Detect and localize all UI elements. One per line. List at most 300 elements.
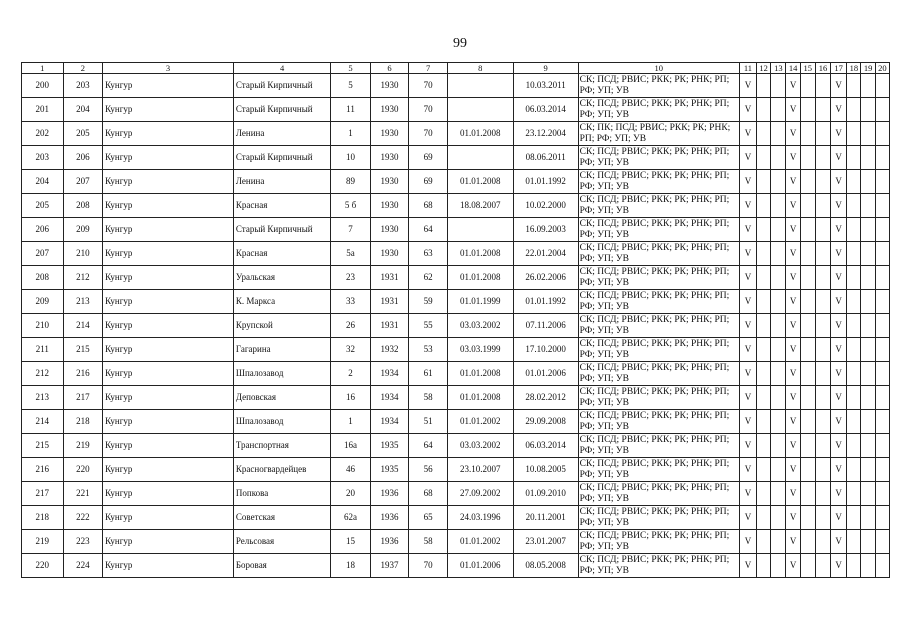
table-row [22, 218, 890, 242]
wear-percent-cell: 70 [409, 554, 448, 578]
mark-12-cell [757, 194, 771, 218]
date-2-cell: 22.01.2004 [513, 242, 578, 266]
mark-16-cell [815, 338, 830, 362]
mark-11-cell: V [739, 146, 756, 170]
mark-20-cell [875, 554, 889, 578]
mark-18-cell [847, 290, 861, 314]
city-cell: Кунгур [103, 338, 234, 362]
table-row [22, 458, 890, 482]
codes-cell: СК; ПСД; РВИС; РКК; РК; РНК; РП; РФ; УП; УВ [578, 410, 739, 434]
mark-15-cell [800, 314, 815, 338]
mark-19-cell [861, 434, 875, 458]
table-row [22, 242, 890, 266]
codes-cell: СК; ПСД; РВИС; РКК; РК; РНК; РП; РФ; УП; УВ [578, 290, 739, 314]
year-built-cell: 1932 [370, 338, 409, 362]
city-cell: Кунгур [103, 266, 234, 290]
city-cell: Кунгур [103, 314, 234, 338]
row-number: 219 [22, 530, 64, 554]
mark-12-cell [757, 170, 771, 194]
mark-13-cell [771, 98, 786, 122]
codes-cell: СК; ПСД; РВИС; РКК; РК; РНК; РП; РФ; УП; УВ [578, 530, 739, 554]
mark-19-cell [861, 194, 875, 218]
mark-19-cell [861, 314, 875, 338]
street-cell: К. Маркса [233, 290, 330, 314]
record-id: 205 [63, 122, 103, 146]
street-cell: Уральская [233, 266, 330, 290]
wear-percent-cell: 68 [409, 194, 448, 218]
year-built-cell: 1936 [370, 530, 409, 554]
date-1-cell: 03.03.2002 [447, 314, 513, 338]
date-2-cell: 26.02.2006 [513, 266, 578, 290]
mark-18-cell [847, 146, 861, 170]
mark-12-cell [757, 434, 771, 458]
mark-18-cell [847, 554, 861, 578]
year-built-cell: 1930 [370, 74, 409, 98]
date-2-cell: 01.09.2010 [513, 482, 578, 506]
mark-12-cell [757, 362, 771, 386]
mark-14-cell: V [786, 74, 800, 98]
mark-18-cell [847, 170, 861, 194]
house-number-cell: 33 [331, 290, 371, 314]
mark-16-cell [815, 98, 830, 122]
mark-14-cell: V [786, 266, 800, 290]
street-cell: Старый Кирпичный [233, 146, 330, 170]
mark-20-cell [875, 410, 889, 434]
table-row [22, 482, 890, 506]
mark-12-cell [757, 314, 771, 338]
date-2-cell: 23.01.2007 [513, 530, 578, 554]
wear-percent-cell: 69 [409, 146, 448, 170]
table-row [22, 434, 890, 458]
record-id: 221 [63, 482, 103, 506]
mark-16-cell [815, 242, 830, 266]
mark-15-cell [800, 530, 815, 554]
column-header-7: 7 [409, 63, 448, 74]
row-number: 200 [22, 74, 64, 98]
mark-16-cell [815, 530, 830, 554]
record-id: 212 [63, 266, 103, 290]
date-2-cell: 08.05.2008 [513, 554, 578, 578]
date-1-cell: 01.01.2002 [447, 530, 513, 554]
year-built-cell: 1936 [370, 506, 409, 530]
year-built-cell: 1931 [370, 314, 409, 338]
row-number: 209 [22, 290, 64, 314]
mark-14-cell: V [786, 242, 800, 266]
table-row [22, 290, 890, 314]
mark-19-cell [861, 506, 875, 530]
column-header-3: 3 [103, 63, 234, 74]
mark-14-cell: V [786, 146, 800, 170]
mark-18-cell [847, 506, 861, 530]
mark-15-cell [800, 410, 815, 434]
mark-14-cell: V [786, 434, 800, 458]
date-2-cell: 10.03.2011 [513, 74, 578, 98]
date-1-cell: 01.01.2006 [447, 554, 513, 578]
mark-19-cell [861, 290, 875, 314]
year-built-cell: 1936 [370, 482, 409, 506]
wear-percent-cell: 69 [409, 170, 448, 194]
column-header-5: 5 [331, 63, 371, 74]
mark-17-cell: V [831, 386, 847, 410]
date-1-cell: 03.03.1999 [447, 338, 513, 362]
mark-17-cell: V [831, 122, 847, 146]
house-number-cell: 16 [331, 386, 371, 410]
codes-cell: СК; ПСД; РВИС; РКК; РК; РНК; РП; РФ; УП; УВ [578, 314, 739, 338]
mark-14-cell: V [786, 338, 800, 362]
mark-19-cell [861, 170, 875, 194]
codes-cell: СК; ПСД; РВИС; РКК; РК; РНК; РП; РФ; УП; УВ [578, 170, 739, 194]
date-1-cell [447, 74, 513, 98]
house-number-cell: 5 [331, 74, 371, 98]
street-cell: Красная [233, 194, 330, 218]
mark-13-cell [771, 434, 786, 458]
codes-cell: СК; ПСД; РВИС; РКК; РК; РНК; РП; РФ; УП; УВ [578, 458, 739, 482]
mark-17-cell: V [831, 434, 847, 458]
column-header-2: 2 [63, 63, 103, 74]
mark-17-cell: V [831, 170, 847, 194]
mark-16-cell [815, 266, 830, 290]
codes-cell: СК; ПСД; РВИС; РКК; РК; РНК; РП; РФ; УП; УВ [578, 98, 739, 122]
house-number-cell: 26 [331, 314, 371, 338]
date-2-cell: 20.11.2001 [513, 506, 578, 530]
mark-11-cell: V [739, 290, 756, 314]
street-cell: Рельсовая [233, 530, 330, 554]
city-cell: Кунгур [103, 98, 234, 122]
city-cell: Кунгур [103, 410, 234, 434]
house-number-cell: 23 [331, 266, 371, 290]
city-cell: Кунгур [103, 482, 234, 506]
mark-14-cell: V [786, 170, 800, 194]
date-1-cell: 27.09.2002 [447, 482, 513, 506]
mark-20-cell [875, 74, 889, 98]
mark-16-cell [815, 314, 830, 338]
mark-20-cell [875, 386, 889, 410]
mark-15-cell [800, 266, 815, 290]
mark-20-cell [875, 266, 889, 290]
mark-14-cell: V [786, 218, 800, 242]
mark-15-cell [800, 290, 815, 314]
mark-17-cell: V [831, 410, 847, 434]
row-number: 202 [22, 122, 64, 146]
mark-19-cell [861, 98, 875, 122]
column-header-18: 18 [847, 63, 861, 74]
mark-11-cell: V [739, 410, 756, 434]
mark-12-cell [757, 506, 771, 530]
codes-cell: СК; ПСД; РВИС; РКК; РК; РНК; РП; РФ; УП; УВ [578, 482, 739, 506]
mark-15-cell [800, 506, 815, 530]
mark-20-cell [875, 170, 889, 194]
column-number-row [22, 63, 890, 74]
mark-11-cell: V [739, 338, 756, 362]
mark-19-cell [861, 386, 875, 410]
mark-18-cell [847, 362, 861, 386]
mark-19-cell [861, 122, 875, 146]
table-row [22, 530, 890, 554]
mark-13-cell [771, 362, 786, 386]
mark-18-cell [847, 194, 861, 218]
date-2-cell: 23.12.2004 [513, 122, 578, 146]
mark-11-cell: V [739, 170, 756, 194]
mark-13-cell [771, 482, 786, 506]
mark-20-cell [875, 458, 889, 482]
mark-17-cell: V [831, 290, 847, 314]
year-built-cell: 1930 [370, 242, 409, 266]
date-1-cell: 01.01.2008 [447, 122, 513, 146]
mark-14-cell: V [786, 554, 800, 578]
wear-percent-cell: 70 [409, 74, 448, 98]
mark-17-cell: V [831, 482, 847, 506]
date-2-cell: 16.09.2003 [513, 218, 578, 242]
column-header-14: 14 [786, 63, 800, 74]
mark-11-cell: V [739, 242, 756, 266]
mark-15-cell [800, 146, 815, 170]
city-cell: Кунгур [103, 386, 234, 410]
mark-19-cell [861, 242, 875, 266]
mark-17-cell: V [831, 218, 847, 242]
record-id: 213 [63, 290, 103, 314]
date-1-cell: 01.01.1999 [447, 290, 513, 314]
codes-cell: СК; ПСД; РВИС; РКК; РК; РНК; РП; РФ; УП; УВ [578, 74, 739, 98]
year-built-cell: 1935 [370, 434, 409, 458]
mark-11-cell: V [739, 218, 756, 242]
column-header-4: 4 [233, 63, 330, 74]
mark-13-cell [771, 290, 786, 314]
mark-19-cell [861, 218, 875, 242]
city-cell: Кунгур [103, 170, 234, 194]
column-header-19: 19 [861, 63, 875, 74]
row-number: 210 [22, 314, 64, 338]
date-1-cell: 01.01.2008 [447, 362, 513, 386]
codes-cell: СК; ПСД; РВИС; РКК; РК; РНК; РП; РФ; УП; УВ [578, 506, 739, 530]
mark-12-cell [757, 218, 771, 242]
city-cell: Кунгур [103, 554, 234, 578]
date-2-cell: 01.01.2006 [513, 362, 578, 386]
wear-percent-cell: 64 [409, 218, 448, 242]
mark-20-cell [875, 362, 889, 386]
record-id: 216 [63, 362, 103, 386]
mark-20-cell [875, 242, 889, 266]
mark-16-cell [815, 362, 830, 386]
mark-14-cell: V [786, 530, 800, 554]
mark-20-cell [875, 434, 889, 458]
wear-percent-cell: 68 [409, 482, 448, 506]
wear-percent-cell: 55 [409, 314, 448, 338]
date-2-cell: 28.02.2012 [513, 386, 578, 410]
house-number-cell: 32 [331, 338, 371, 362]
codes-cell: СК; ПСД; РВИС; РКК; РК; РНК; РП; РФ; УП; УВ [578, 266, 739, 290]
house-number-cell: 11 [331, 98, 371, 122]
mark-15-cell [800, 386, 815, 410]
mark-14-cell: V [786, 458, 800, 482]
mark-11-cell: V [739, 194, 756, 218]
mark-20-cell [875, 194, 889, 218]
mark-14-cell: V [786, 290, 800, 314]
codes-cell: СК; ПСД; РВИС; РКК; РК; РНК; РП; РФ; УП; УВ [578, 218, 739, 242]
street-cell: Деповская [233, 386, 330, 410]
year-built-cell: 1931 [370, 290, 409, 314]
row-number: 212 [22, 362, 64, 386]
house-number-cell: 1 [331, 410, 371, 434]
mark-16-cell [815, 554, 830, 578]
mark-11-cell: V [739, 362, 756, 386]
row-number: 201 [22, 98, 64, 122]
city-cell: Кунгур [103, 530, 234, 554]
street-cell: Советская [233, 506, 330, 530]
wear-percent-cell: 51 [409, 410, 448, 434]
date-1-cell: 01.01.2008 [447, 386, 513, 410]
mark-12-cell [757, 554, 771, 578]
mark-15-cell [800, 194, 815, 218]
date-2-cell: 17.10.2000 [513, 338, 578, 362]
wear-percent-cell: 58 [409, 386, 448, 410]
record-id: 223 [63, 530, 103, 554]
row-number: 214 [22, 410, 64, 434]
mark-13-cell [771, 530, 786, 554]
column-header-16: 16 [815, 63, 830, 74]
year-built-cell: 1930 [370, 98, 409, 122]
wear-percent-cell: 70 [409, 122, 448, 146]
record-id: 204 [63, 98, 103, 122]
mark-20-cell [875, 122, 889, 146]
date-1-cell: 23.10.2007 [447, 458, 513, 482]
house-number-cell: 15 [331, 530, 371, 554]
record-id: 218 [63, 410, 103, 434]
mark-14-cell: V [786, 122, 800, 146]
year-built-cell: 1930 [370, 122, 409, 146]
row-number: 218 [22, 506, 64, 530]
mark-14-cell: V [786, 410, 800, 434]
date-1-cell: 01.01.2008 [447, 266, 513, 290]
date-1-cell [447, 146, 513, 170]
column-header-8: 8 [447, 63, 513, 74]
table-row [22, 194, 890, 218]
table-row [22, 506, 890, 530]
city-cell: Кунгур [103, 362, 234, 386]
date-1-cell [447, 98, 513, 122]
table-row [22, 98, 890, 122]
mark-11-cell: V [739, 122, 756, 146]
table-body [22, 74, 890, 578]
mark-17-cell: V [831, 98, 847, 122]
mark-20-cell [875, 530, 889, 554]
mark-20-cell [875, 482, 889, 506]
mark-17-cell: V [831, 194, 847, 218]
mark-16-cell [815, 290, 830, 314]
street-cell: Старый Кирпичный [233, 218, 330, 242]
mark-13-cell [771, 338, 786, 362]
table-row [22, 314, 890, 338]
house-number-cell: 1 [331, 122, 371, 146]
mark-17-cell: V [831, 146, 847, 170]
street-cell: Боровая [233, 554, 330, 578]
record-id: 207 [63, 170, 103, 194]
mark-18-cell [847, 242, 861, 266]
city-cell: Кунгур [103, 194, 234, 218]
wear-percent-cell: 65 [409, 506, 448, 530]
house-number-cell: 46 [331, 458, 371, 482]
city-cell: Кунгур [103, 218, 234, 242]
date-1-cell: 03.03.2002 [447, 434, 513, 458]
street-cell: Шпалозавод [233, 362, 330, 386]
mark-13-cell [771, 314, 786, 338]
row-number: 213 [22, 386, 64, 410]
house-number-cell: 18 [331, 554, 371, 578]
mark-12-cell [757, 338, 771, 362]
mark-17-cell: V [831, 362, 847, 386]
mark-20-cell [875, 98, 889, 122]
mark-14-cell: V [786, 98, 800, 122]
mark-12-cell [757, 482, 771, 506]
mark-20-cell [875, 314, 889, 338]
mark-18-cell [847, 122, 861, 146]
mark-17-cell: V [831, 314, 847, 338]
mark-20-cell [875, 338, 889, 362]
mark-19-cell [861, 482, 875, 506]
mark-13-cell [771, 242, 786, 266]
mark-13-cell [771, 266, 786, 290]
mark-13-cell [771, 194, 786, 218]
row-number: 204 [22, 170, 64, 194]
mark-16-cell [815, 458, 830, 482]
page-number: 99 [453, 36, 467, 51]
mark-17-cell: V [831, 530, 847, 554]
mark-14-cell: V [786, 194, 800, 218]
mark-16-cell [815, 410, 830, 434]
column-header-11: 11 [739, 63, 756, 74]
column-header-20: 20 [875, 63, 889, 74]
mark-16-cell [815, 170, 830, 194]
wear-percent-cell: 64 [409, 434, 448, 458]
housing-registry-table [21, 62, 890, 578]
mark-13-cell [771, 146, 786, 170]
record-id: 220 [63, 458, 103, 482]
record-id: 215 [63, 338, 103, 362]
street-cell: Гагарина [233, 338, 330, 362]
row-number: 220 [22, 554, 64, 578]
mark-11-cell: V [739, 386, 756, 410]
mark-18-cell [847, 74, 861, 98]
mark-15-cell [800, 338, 815, 362]
year-built-cell: 1930 [370, 218, 409, 242]
mark-20-cell [875, 290, 889, 314]
row-number: 205 [22, 194, 64, 218]
row-number: 216 [22, 458, 64, 482]
mark-15-cell [800, 434, 815, 458]
year-built-cell: 1935 [370, 458, 409, 482]
codes-cell: СК; ПСД; РВИС; РКК; РК; РНК; РП; РФ; УП; УВ [578, 386, 739, 410]
mark-12-cell [757, 98, 771, 122]
mark-16-cell [815, 482, 830, 506]
date-2-cell: 10.08.2005 [513, 458, 578, 482]
street-cell: Красная [233, 242, 330, 266]
mark-13-cell [771, 218, 786, 242]
codes-cell: СК; ПСД; РВИС; РКК; РК; РНК; РП; РФ; УП; УВ [578, 554, 739, 578]
house-number-cell: 10 [331, 146, 371, 170]
city-cell: Кунгур [103, 122, 234, 146]
table-row [22, 266, 890, 290]
record-id: 219 [63, 434, 103, 458]
street-cell: Ленина [233, 122, 330, 146]
street-cell: Красногвардейцев [233, 458, 330, 482]
mark-17-cell: V [831, 458, 847, 482]
wear-percent-cell: 61 [409, 362, 448, 386]
record-id: 224 [63, 554, 103, 578]
house-number-cell: 89 [331, 170, 371, 194]
codes-cell: СК; ПСД; РВИС; РКК; РК; РНК; РП; РФ; УП; УВ [578, 194, 739, 218]
city-cell: Кунгур [103, 242, 234, 266]
mark-12-cell [757, 74, 771, 98]
record-id: 203 [63, 74, 103, 98]
